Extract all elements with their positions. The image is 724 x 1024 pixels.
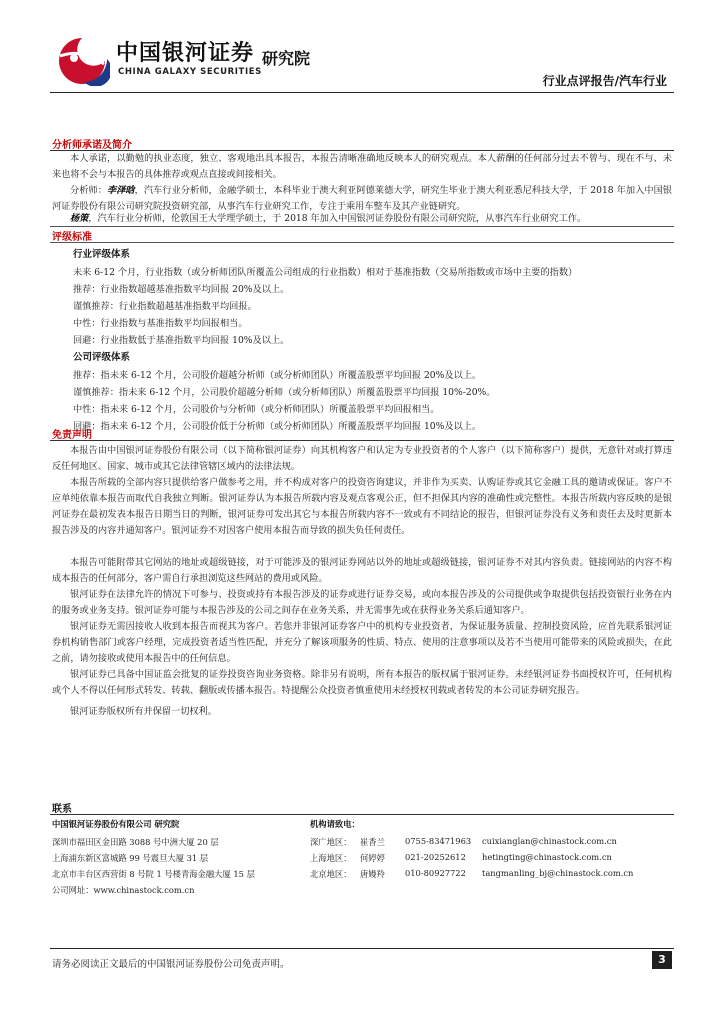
industry-rating-title: 行业评级体系 <box>73 249 131 260</box>
analyst-label: 分析师： <box>70 185 107 196</box>
company-rating-line: 谨慎推荐：指未来 6-12 个月，公司股价超越分析师（或分析师团队）所覆盖股票平均回报 10%-20%。 <box>73 387 496 398</box>
disclaimer-paragraph: 银河证券在法律允许的情况下可参与、投资或持有本报告涉及的证券或进行证券交易，或向本报告涉及的公司提供或争取提供包括投资银行业务在内的服务或业务支持。银河证券可能与本报告涉及的公司之间存在业务关系，并无需事先或在获得业务关系后通知客户。 <box>52 589 672 616</box>
company-rating-line: 中性：指未来 6-12 个月，公司股价与分析师（或分析师团队）所覆盖股票平均回报相当。 <box>73 404 440 415</box>
brand-name-cn: 中国银河证券 <box>116 41 255 66</box>
sales-title: 机构请致电： <box>310 819 360 829</box>
disclaimer-paragraph: 银河证券版权所有并保留一切权利。 <box>70 706 217 717</box>
industry-rating-line: 中性：行业指数与基准指数平均回报相当。 <box>73 318 248 329</box>
sales-phone: 021-20252612 <box>405 852 466 862</box>
company-rating-line: 推荐：指未来 6-12 个月，公司股价超越分析师（或分析师团队）所覆盖股票平均回报 20%及以上。 <box>73 370 482 381</box>
company-rating-title: 公司评级体系 <box>73 352 131 363</box>
industry-rating-line: 未来 6-12 个月，行业指数（或分析师团队所覆盖公司组成的行业指数）相对于基准指数（交易所指数或市场中主要的指数） <box>73 267 578 278</box>
sales-name: 何婷婷 <box>360 853 385 863</box>
section-divider <box>50 226 674 227</box>
sales-contact-row <box>310 836 617 848</box>
disclaimer-section-title: 免责声明 <box>52 430 92 441</box>
brand-name-en: CHINA GALAXY SECURITIES <box>118 67 262 77</box>
address-line: 上海浦东新区富城路 99 号震旦大厦 31 层 <box>52 853 209 863</box>
section-divider <box>50 242 674 243</box>
analyst-bio-text-2: ，汽车行业分析师，伦敦国王大学理学硕士，于 2018 年加入中国银河证券股份有限公司研究院，从事汽车行业研究工作。 <box>88 213 587 224</box>
disclaimer-paragraph: 本报告由中国银河证券股份有限公司（以下简称银河证券）向其机构客户和认定为专业投资者的个人客户（以下简称客户）提供，无意针对或打算违反任何地区、国家、城市或其它法律管辖区域内的法律法规。 <box>52 445 672 472</box>
section-divider <box>50 814 674 815</box>
footer-notice: 请务必阅读正文最后的中国银河证券股份公司免责声明。 <box>52 959 290 970</box>
disclaimer-paragraph: 银河证券无需因接收人收到本报告而视其为客户。若您并非银河证券客户中的机构专业投资者，为保证服务质量、控制投资风险，应首先联系银河证券机构销售部门或客户经理，完成投资者适当性匹配，并充分了解该项服务的性质、特点、使用的注意事项以及若不当使用可能带来的风险或损失，在此之前，请勿接收或使用本报告中的任何信息。 <box>52 621 672 664</box>
sales-phone: 0755-83471963 <box>405 836 472 846</box>
analyst-commitment: 本人承诺，以勤勉的执业态度，独立、客观地出具本报告，本报告清晰准确地反映本人的研究观点。本人薪酬的任何部分过去不曾与、现在不与、未来也将不会与本报告的具体推荐或观点直接或间接相关。 <box>52 153 672 180</box>
sales-email[interactable]: tangmanling_bj@chinastock.com.cn <box>482 868 634 878</box>
sales-email[interactable]: cuixianglan@chinastock.com.cn <box>482 836 617 846</box>
section-divider <box>50 440 674 441</box>
galaxy-logo-icon <box>54 34 110 86</box>
analyst-bio-text: ，汽车行业分析师，金融学硕士，本科毕业于澳大利亚阿德莱德大学，研究生毕业于澳大利亚悉尼科技大学，于 2018 年加入中国银河证券股份有限公司研究院投资研究部，从事汽车行业研究工作，专注于乘用车整车及其产业链研究。 <box>52 185 672 212</box>
disclaimer-paragraph: 银河证券已具备中国证监会批复的证券投资咨询业务资格。除非另有说明，所有本报告的版权属于银河证券。未经银河证券书面授权许可，任何机构或个人不得以任何形式转发、转载、翻版或传播本报告。特提醒公众投资者慎重使用未经授权刊载或者转发的本公司证券研究报告。 <box>52 669 672 696</box>
header-divider <box>50 92 674 93</box>
analyst-name: 李泽晗 <box>106 185 135 196</box>
industry-rating-line: 谨慎推荐：行业指数超越基准指数平均回报。 <box>73 301 257 312</box>
address-line: 深圳市福田区金田路 3088 号中洲大厦 20 层 <box>52 837 219 847</box>
sales-email[interactable]: hetingting@chinastock.com.cn <box>482 852 612 862</box>
report-type: 行业点评报告/汽车行业 <box>542 74 667 88</box>
industry-rating-line: 推荐：行业指数超越基准指数平均回报 20%及以上。 <box>73 284 290 295</box>
contact-section-title: 联系 <box>52 804 72 815</box>
sales-phone: 010-80927722 <box>405 868 466 878</box>
sales-contact-row <box>310 852 612 864</box>
footer-divider <box>50 948 674 949</box>
address-line: 北京市丰台区西营街 8 号院 1 号楼青海金融大厦 15 层 <box>52 869 255 879</box>
sales-region: 上海地区： <box>310 853 352 863</box>
sales-region: 深广地区： <box>310 837 352 847</box>
sales-name: 崔香兰 <box>360 837 385 847</box>
analyst-bio-2 <box>52 211 672 227</box>
rating-section-title: 评级标准 <box>52 232 92 243</box>
disclaimer-paragraph: 本报告可能附带其它网站的地址或超级链接，对于可能涉及的银河证券网站以外的地址或超级链接，银河证券不对其内容负责。链接网站的内容不构成本报告的任何部分，客户需自行承担浏览这些网站的费用或风险。 <box>52 557 672 584</box>
analyst-section-title: 分析师承诺及简介 <box>52 140 132 151</box>
company-name: 中国银河证券股份有限公司 研究院 <box>52 819 180 829</box>
sales-region: 北京地区： <box>310 869 352 879</box>
page-number: 3 <box>652 951 672 969</box>
industry-rating-line: 回避：行业指数低于基准指数平均回报 10%及以上。 <box>73 335 290 346</box>
institute-label: 研究院 <box>262 49 311 68</box>
company-rating-line: 回避：指未来 6-12 个月，公司股价低于分析师（或分析师团队）所覆盖股票平均回报 10%及以上。 <box>73 421 482 432</box>
disclaimer-paragraph: 本报告所载的全部内容只提供给客户做参考之用，并不构成对客户的投资咨询建议，并非作为买卖、认购证券或其它金融工具的邀请或保证。客户不应单纯依靠本报告而取代自我独立判断。银河证券认为本报告所载内容及观点客观公正，但不担保其内容的准确性或完整性。本报告所载内容反映的是银河证券在最初发表本报告日期当日的判断，银河证券可发出其它与本报告所载内容不一致或有不同结论的报告，但银河证券没有义务和责任去及时更新本报告涉及的内容并通知客户。银河证券不对因客户使用本报告而导致的损失负任何责任。 <box>52 477 672 536</box>
sales-contact-row <box>310 868 634 880</box>
sales-name: 唐嫚羚 <box>360 869 385 879</box>
analyst-name-2: 杨策 <box>70 213 89 224</box>
company-website[interactable]: 公司网址：www.chinastock.com.cn <box>52 885 195 895</box>
